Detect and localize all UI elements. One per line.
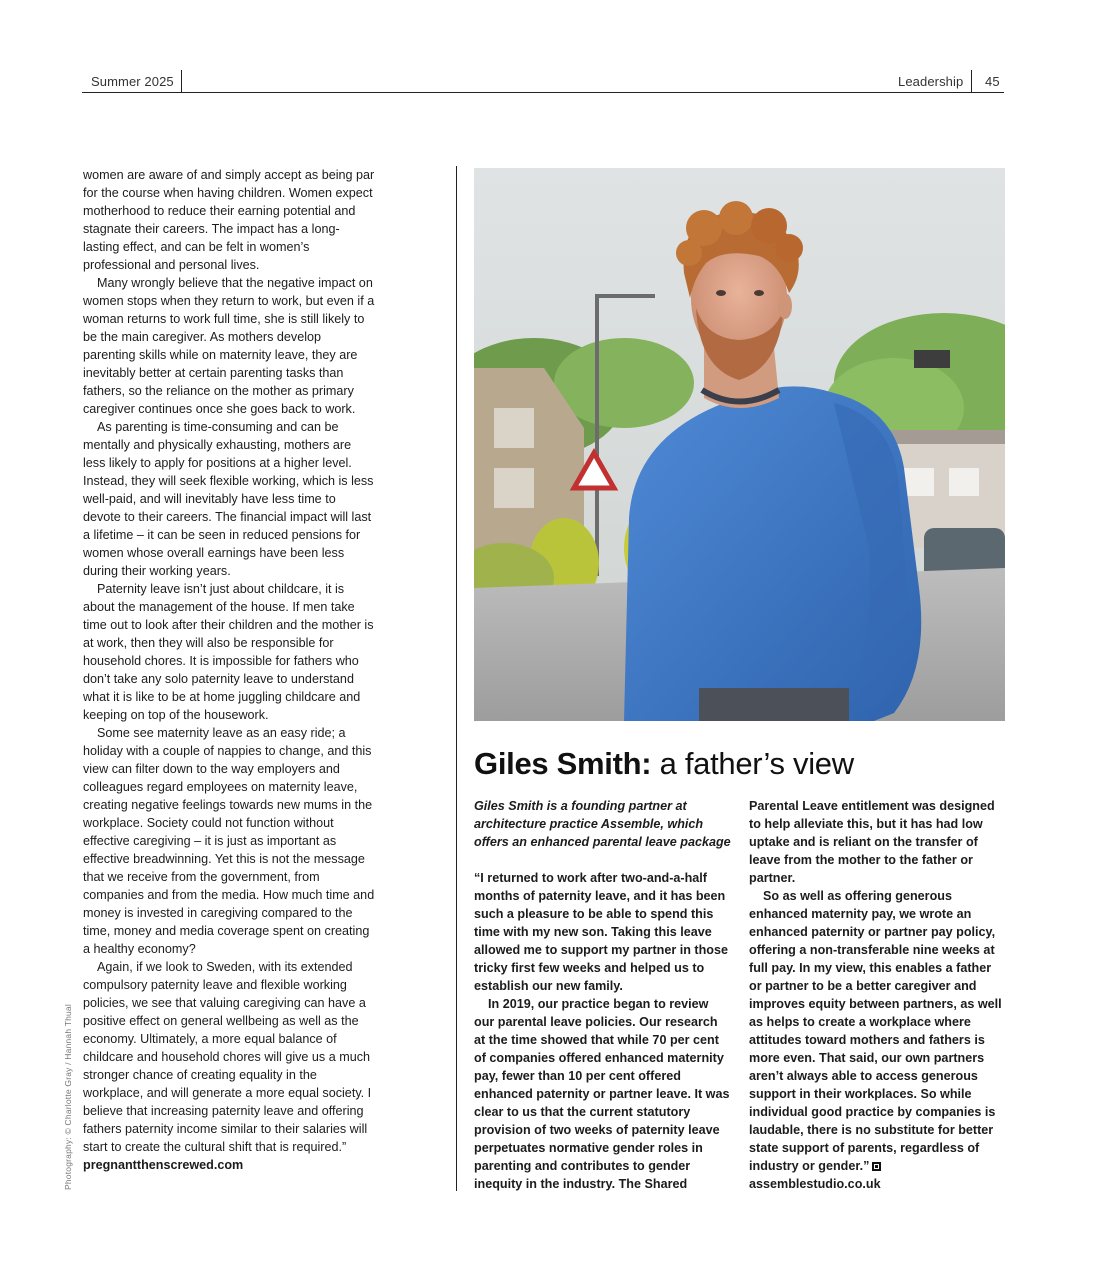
header-separator [971,70,972,92]
body-paragraph: Again, if we look to Sweden, with its extended compulsory paternity leave and flexible working policies, we see that valuing caregiving can have a positive effect on general wellbeing as well as the economy. Ultimately, a more equal balance of childcare and household chores will give us a much stronger chance of creating equality in the workplace, and will generate a more equal society. I believe that increasing paternity leave and offering fathers paternity income similar to their salaries will start to create the cultural shift that is required.” [83,960,372,1154]
portrait-photo [474,168,1005,721]
article-paragraph: In 2019, our practice began to review our parental leave policies. Our research at the time showed that while 70 per cent of companies offered enhanced maternity pay, fewer than 10 per cent offered enhanced paternity or partner leave. It was clear to us that the current statutory provision of two weeks of paternity leave perpetuates normative gender roles in parenting and contributes to gender inequity in the industry. The Shared [474,997,730,1191]
source-link[interactable]: pregnantthenscrewed.com [83,1158,244,1172]
article-title-name: Giles Smith: [474,746,652,781]
body-paragraph: Some see maternity leave as an easy ride; a holiday with a couple of nappies to change, and this view can filter down to the way employers and colleagues regard employees on maternity leave, creating negative feelings towards new mums in the workplace. Society could not function without effective caregiving – it is just as important as effective breadwinning. Yet this is not the message that we receive from the government, from companies and from the media. How much time and money is invested in caregiving compared to the time, money and media coverage spent on creating a healthy economy? [83,726,375,956]
column-divider [456,166,457,1191]
article-paragraph: Parental Leave entitlement was designed to help alleviate this, but it has had low uptake and is reliant on the transfer of leave from the mother to the father or partner. [749,799,995,885]
article-paragraph-last [749,887,1007,1175]
end-mark-icon [872,1162,881,1171]
left-column [83,166,375,1174]
article-column-1 [474,797,732,1193]
article-column-2 [749,797,1007,1193]
article-title [474,744,854,784]
article-link[interactable]: assemblestudio.co.uk [749,1177,881,1191]
body-paragraph: women are aware of and simply accept as being par for the course when having children. Women expect motherhood to reduce their earning potential and stagnate their careers. The impact has a long-lasting effect, and can be felt in women’s professional and personal lives. [83,168,375,272]
page-number: 45 [985,74,1000,89]
article-paragraph-text: So as well as offering generous enhanced maternity pay, we wrote an enhanced paternity or partner pay policy, offering a non-transferable nine weeks at full pay. In my view, this enables a father or partner to be a better caregiver and improves equity between partners, as well as helps to create a workplace where attitudes toward mothers and fathers is more even. That said, our own partners aren’t always able to access generous support in their workplaces. So while individual good practice by companies is laudable, there is no substitute for better state support of parents, regardless of industry or gender.” [749,889,1002,1173]
article-title-rest: a father’s view [651,746,854,781]
header-separator [181,70,182,92]
header-rule [82,92,1004,93]
portrait-illustration [474,168,1005,721]
body-paragraph: Many wrongly believe that the negative impact on women stops when they return to work, but even if a woman returns to work full time, she is still likely to be the main caregiver. As mothers develop parenting skills while on maternity leave, they are inevitably better at certain parenting tasks than fathers, so the reliance on the mother as primary caregiver continues once she goes back to work. [83,276,375,416]
article-intro: Giles Smith is a founding partner at architecture practice Assemble, which offers an enhanced parental leave package [474,799,731,849]
body-paragraph: As parenting is time-consuming and can be mentally and physically exhausting, mothers are less likely to apply for positions at a higher level. Instead, they will seek flexible working, which is less well-paid, and will inevitably have less time to devote to their careers. The financial impact will last a lifetime – it can be seen in reduced pensions for women whose overall earnings have been less during their working years. [83,420,374,578]
section-label: Leadership [898,74,964,89]
issue-label: Summer 2025 [91,74,174,89]
photo-credit: Photography: © Charlotte Gray / Hannah Thual [63,1004,73,1190]
body-paragraph: Paternity leave isn’t just about childcare, it is about the management of the house. If men take time out to look after their children and the mother is at work, then they will also be responsible for household chores. It is impossible for fathers who don’t take any solo paternity leave to understand what it is like to be at home juggling childcare and keeping on top of the housework. [83,582,374,722]
article-paragraph: “I returned to work after two-and-a-half months of paternity leave, and it has been such a pleasure to be able to spend this time with my new son. Taking this leave allowed me to support my partner in those tricky first few weeks and helped us to establish our new family. [474,871,729,993]
